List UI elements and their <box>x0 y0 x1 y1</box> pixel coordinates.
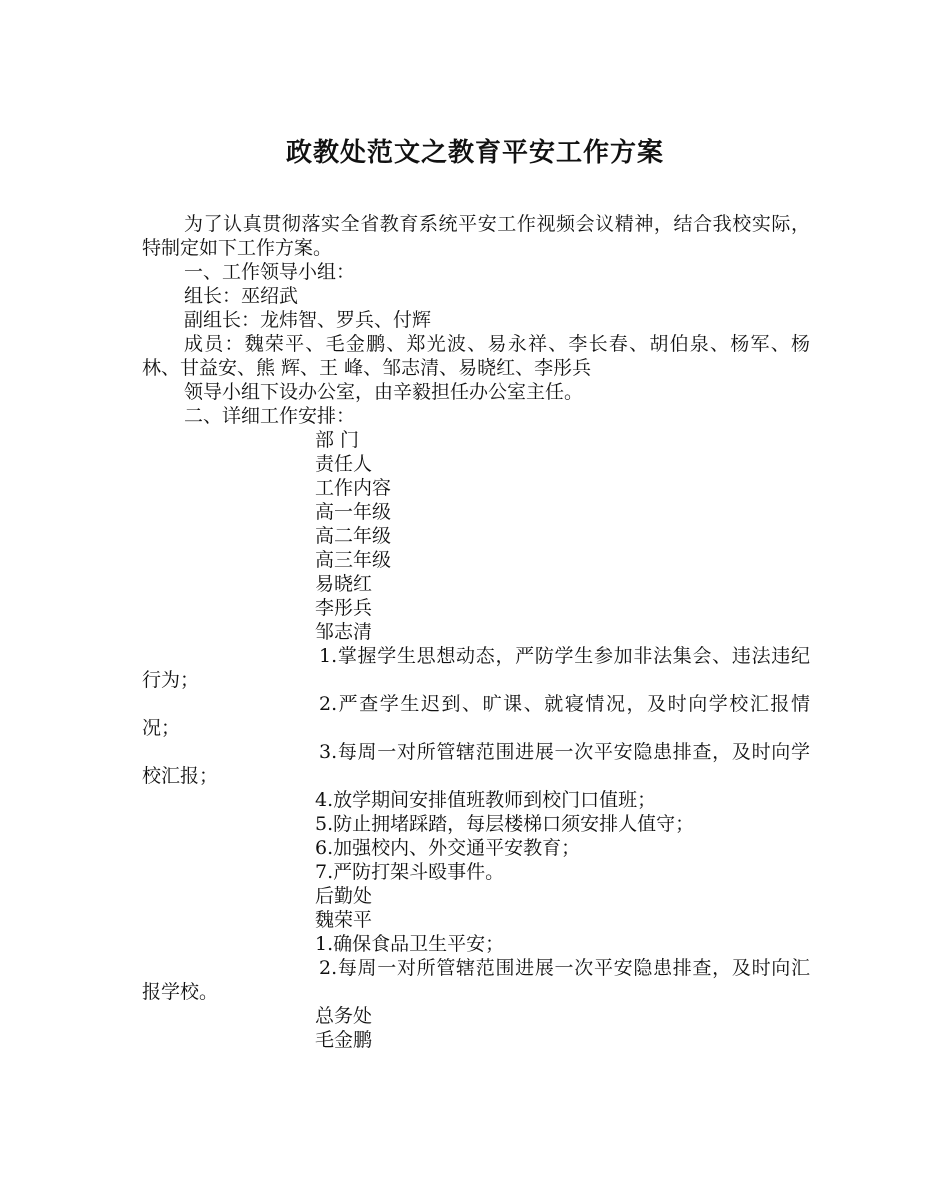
task-item-2: 2.严查学生迟到、旷课、就寝情况，及时向学校汇报情况； <box>142 693 810 739</box>
office-line: 领导小组下设办公室，由辛毅担任办公室主任。 <box>184 381 584 403</box>
logistics-task-1: 1.确保食品卫生平安； <box>315 933 505 955</box>
table-header-person: 责任人 <box>315 453 373 475</box>
person-grade-1: 易晓红 <box>315 573 373 595</box>
intro-paragraph: 为了认真贯彻落实全省教育系统平安工作视频会议精神，结合我校实际，特制定如下工作方案。 <box>142 213 810 259</box>
document-body <box>142 212 810 1052</box>
document-title: 政教处范文之教育平安工作方案 <box>285 138 664 168</box>
person-grade-2: 李彤兵 <box>315 597 373 619</box>
person-general-affairs: 毛金鹏 <box>315 1029 373 1051</box>
table-header-content: 工作内容 <box>315 477 392 499</box>
person-logistics: 魏荣平 <box>315 909 373 931</box>
person-grade-3: 邹志清 <box>315 621 373 643</box>
dept-logistics: 后勤处 <box>315 885 373 907</box>
members-paragraph: 成员：魏荣平、毛金鹏、郑光波、易永祥、李长春、胡伯泉、杨军、杨 林、甘益安、熊 辉、王 峰、邹志清、易晓红、李彤兵 <box>142 333 810 379</box>
section2-heading: 二、详细工作安排： <box>184 405 356 427</box>
task-item-7: 7.严防打架斗殴事件。 <box>315 861 505 883</box>
task-item-1: 1.掌握学生思想动态，严防学生参加非法集会、违法违纪行为； <box>142 645 810 691</box>
task-item-3: 3.每周一对所管辖范围进展一次平安隐患排查，及时向学校汇报； <box>142 741 810 787</box>
table-header-department: 部 门 <box>315 429 360 451</box>
dept-general-affairs: 总务处 <box>315 1005 373 1027</box>
task-item-5: 5.防止拥堵踩踏，每层楼梯口须安排人值守； <box>315 813 695 835</box>
logistics-task-2: 2.每周一对所管辖范围进展一次平安隐患排查，及时向汇报学校。 <box>142 957 810 1003</box>
section1-heading: 一、工作领导小组： <box>184 261 356 283</box>
deputy-line: 副组长：龙炜智、罗兵、付辉 <box>184 309 432 331</box>
dept-grade-3: 高三年级 <box>315 549 392 571</box>
dept-grade-1: 高一年级 <box>315 501 392 523</box>
leader-line: 组长：巫绍武 <box>184 285 299 307</box>
task-item-6: 6.加强校内、外交通平安教育； <box>315 837 581 859</box>
task-item-4: 4.放学期间安排值班教师到校门口值班； <box>315 789 657 811</box>
dept-grade-2: 高二年级 <box>315 525 392 547</box>
